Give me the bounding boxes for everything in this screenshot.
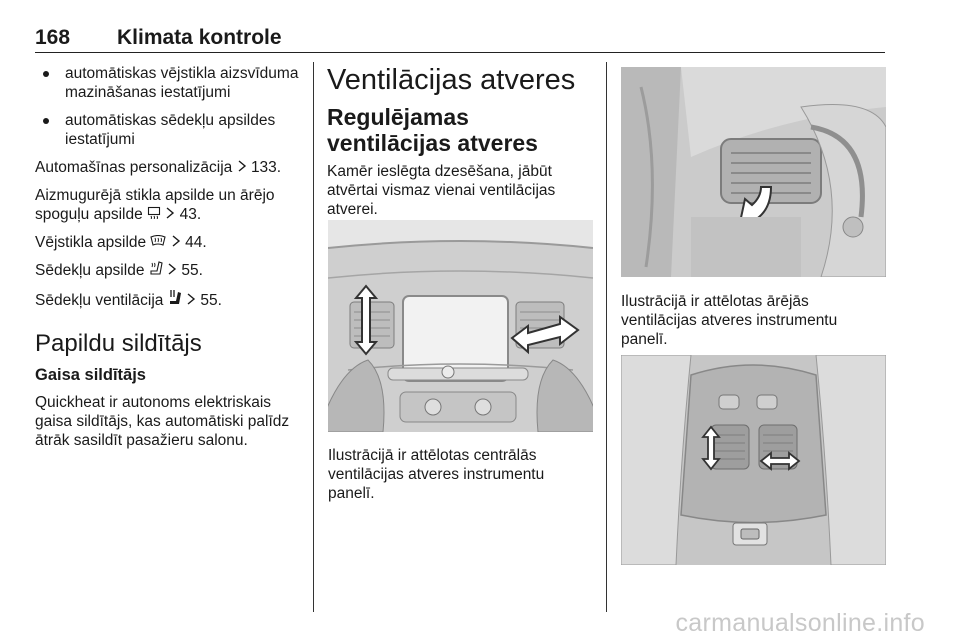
adjustable-vents-title: Regulējamas ventilācijas atveres (327, 104, 538, 156)
page-number: 168 (35, 26, 71, 49)
ref-arrow-icon (165, 207, 175, 219)
outer-vent-drawing (621, 67, 886, 277)
page-title: Klimata kontrole (117, 26, 282, 49)
seat-heat-para (35, 261, 307, 280)
left-column (35, 64, 307, 459)
bullet-text: automātiskas sēdekļu apsildes iestatījumi (65, 112, 276, 148)
heater-section-title: Papildu sildītājs (35, 330, 202, 357)
ref-arrow-icon (167, 263, 177, 275)
rear-vents-drawing (621, 355, 886, 565)
windshield-heat-icon (150, 235, 166, 247)
watermark: carmanualsonline.info (675, 609, 925, 637)
ref-arrow-icon (186, 293, 196, 305)
vents-intro: Kamēr ieslēgta dzesēšana, jābūt atvērtai vismaz vienai ventilācijas atverei. (327, 163, 556, 218)
bullet-dot (43, 71, 49, 77)
ref-arrow-icon (171, 235, 181, 247)
rear-window-text: Aizmugurējā stikla apsilde un ārējo spoguļu apsilde (35, 187, 275, 223)
bullet-text: automātiskas vējstikla aizsvīduma mazināšanas iestatījumi (65, 65, 299, 101)
vents-title: Ventilācijas atveres (327, 64, 576, 96)
personalization-para (35, 158, 307, 177)
seat-heat-icon (149, 261, 163, 275)
air-heater-text: Quickheat ir autonoms elektriskais gaisa sildītājs, kas automātiski palīdz ātrāk sasildīt pasažieru salonu. (35, 394, 290, 449)
seat-vent-text: Sēdekļu ventilācija (35, 292, 164, 309)
page-ref: 44. (185, 234, 207, 251)
center-vents-drawing (328, 220, 593, 432)
center-vents-caption: Ilustrācijā ir attēlotas centrālās ventilācijas atveres instrumentu panelī. (328, 447, 545, 502)
rear-window-heat-icon (147, 206, 161, 219)
middle-column (327, 64, 595, 228)
page-ref: 43. (179, 206, 202, 223)
personalization-text: Automašīnas personalizācija (35, 159, 233, 176)
column-divider-1 (313, 62, 314, 612)
windshield-text: Vējstikla apsilde (35, 234, 147, 251)
seat-vent-para (35, 289, 307, 310)
page-ref: 55. (200, 292, 222, 309)
outer-vent-illustration (621, 67, 886, 277)
rear-window-para (35, 186, 307, 224)
page-ref: 55. (181, 262, 203, 279)
column-divider-2 (606, 62, 607, 612)
ref-arrow-icon (237, 160, 247, 172)
bullet-item (35, 64, 307, 102)
outer-vent-caption: Ilustrācijā ir attēlotas ārējās ventilācijas atveres instrumentu panelī. (621, 293, 838, 348)
bullet-item (35, 111, 307, 149)
seat-vent-icon (168, 289, 182, 305)
seat-heat-text: Sēdekļu apsilde (35, 262, 145, 279)
center-vents-illustration (328, 220, 593, 432)
rear-vents-illustration (621, 355, 886, 565)
page-header (35, 26, 885, 53)
windshield-para (35, 233, 307, 252)
bullet-dot (43, 118, 49, 124)
air-heater-title: Gaisa sildītājs (35, 366, 146, 384)
page-ref: 133. (250, 159, 282, 176)
